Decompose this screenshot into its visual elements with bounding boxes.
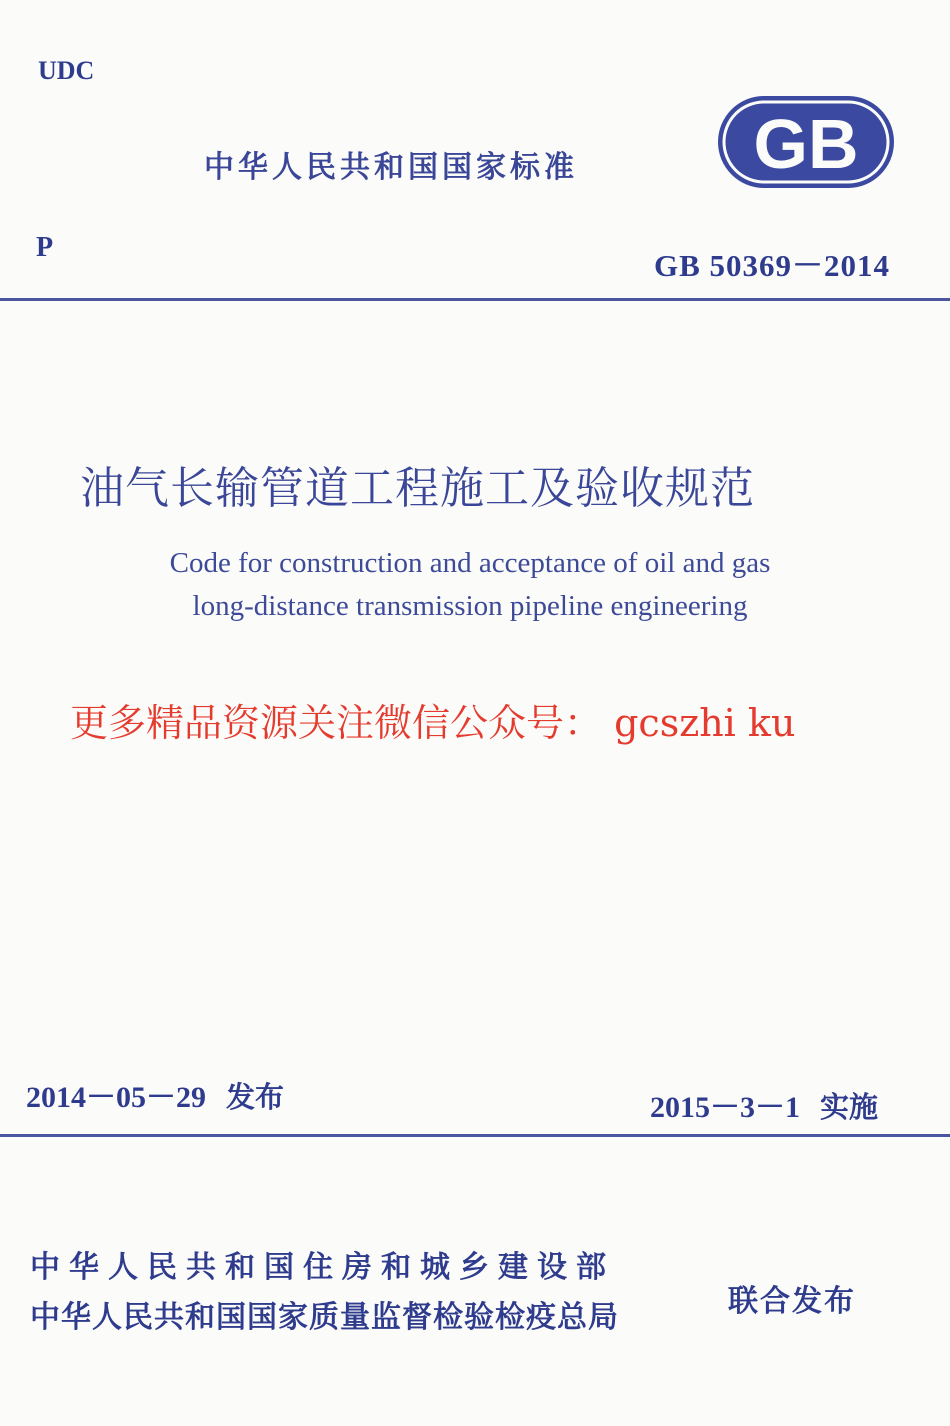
implementation-date [650,1082,878,1126]
category-code: P [36,232,54,263]
chinese-title: 油气长输管道工程施工及验收规范 [80,463,755,514]
gb-logo [718,96,894,188]
issuer-aqsiq: 中华人民共和国国家质量监督检验检疫总局 [30,1300,619,1335]
watermark-text: 更多精品资源关注微信公众号： gcszhi ku [70,701,796,745]
issue-label: 发布 [226,1080,285,1114]
english-title-line1: Code for construction and acceptance of oil and gas [169,547,771,579]
udc-label: UDC [38,56,95,85]
gb-logo-text: GB [753,105,859,183]
bottom-divider [0,1134,950,1137]
english-title-line2: long-distance transmission pipeline engineering [192,590,748,622]
issuer-ministry-housing: 中华人民共和国住房和城乡建设部 [30,1250,615,1285]
standard-number: GB 50369－2014 [653,248,890,283]
joint-issue-label: 联合发布 [728,1284,856,1319]
english-title [100,542,840,628]
implementation-label: 实施 [819,1090,878,1124]
national-standard-heading: 中华人民共和国国家标准 [204,150,578,185]
implementation-date-value: 2015－3－1 [649,1091,800,1124]
top-divider [0,298,950,301]
issue-date-value: 2014－05－29 [26,1081,206,1114]
issue-date [26,1072,284,1116]
